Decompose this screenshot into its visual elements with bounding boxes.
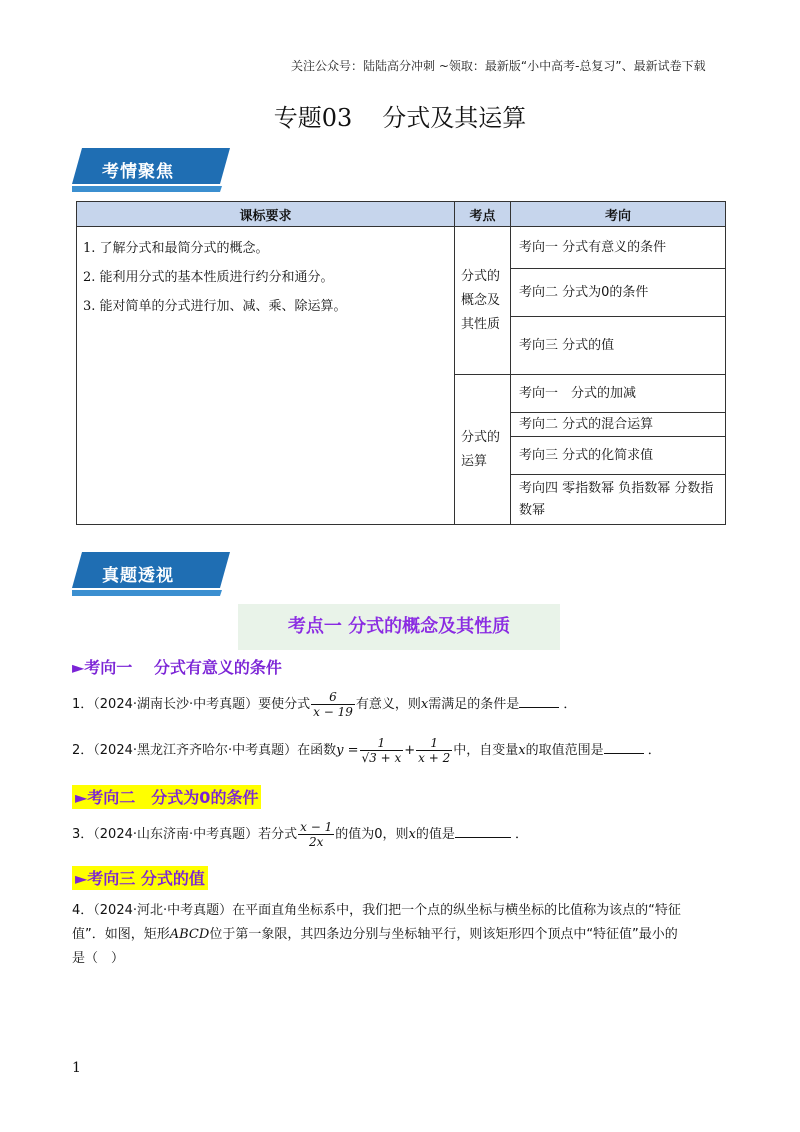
table-header-row [77, 202, 726, 227]
q2-fraction: $\frac{1}{√3 + x}$ [361, 736, 402, 765]
section-title-text: 考点一 分式的概念及其性质 [287, 616, 511, 637]
question-2: 2．（2024·黑龙江齐齐哈尔·中考真题）在函数y = $\frac{1}{√3 + x}$ + $\frac{1}{x + 2}$ 中，自变量x的取值范围是 ． [72, 736, 661, 765]
q2-fraction: $\frac{1}{x + 2}$ [418, 736, 451, 765]
point-label: 分式的概念及其性质 [461, 268, 501, 332]
page-number: 1 [72, 1060, 81, 1076]
header-note: 关注公众号：陆陆高分冲刺 ~领取：最新版“小中高考-总复习”、最新试卷下载 [291, 59, 706, 73]
point-cell [455, 227, 511, 375]
question-1: 1．（2024·湖南长沙·中考真题）要使分式 $\frac{6}{x - 19}$ 有意义，则x需满足的条件是 ． [72, 690, 577, 719]
q1-fraction: $\frac{6}{x - 19}$ [313, 690, 353, 719]
q2-text: 中，自变量 [453, 743, 519, 758]
q4-variable: ABCD [169, 927, 210, 942]
q2-y: y = [336, 743, 359, 758]
q3-text: 的值是 [415, 827, 455, 842]
q4-text: 值”．如图，矩形ABCD位于第一象限，其四条边分别与坐标轴平行，则该矩形四个顶点中“特征值”最小的 [72, 927, 678, 942]
q2-variable: x [518, 743, 526, 758]
direction-heading: ►考向二 分式为0的条件 [72, 785, 261, 809]
banner-text: 真题透视 [102, 566, 174, 586]
direction-cell: 考向三 分式的化简求值 [511, 437, 726, 475]
direction-cell: 考向二 分式的混合运算 [511, 413, 726, 437]
header-points: 考点 [455, 202, 511, 227]
direction-heading: ►考向三 分式的值 [72, 866, 208, 890]
requirement-item: 2. 能利用分式的基本性质进行约分和通分。 [83, 270, 334, 285]
q1-text: 需满足的条件是 [428, 697, 520, 712]
header-directions: 考向 [511, 202, 726, 227]
title-name: 分式及其运算 [382, 104, 527, 132]
direction-cell: 考向四 零指数幂 负指数幂 分数指数幂 [511, 475, 726, 525]
header-requirements: 课标要求 [77, 202, 455, 227]
direction-cell: 考向二 分式为0的条件 [511, 269, 726, 317]
requirements-list [77, 227, 455, 525]
section-title [238, 604, 560, 650]
requirement-item: 1. 了解分式和最简分式的概念。 [83, 241, 269, 256]
answer-blank [455, 823, 511, 838]
title-topic: 专题03 [273, 104, 353, 132]
direction-cell: 考向一 分式的加减 [511, 375, 726, 413]
answer-blank [519, 693, 559, 708]
question-3: 3．（2024·山东济南·中考真题）若分式 $\frac{x - 1}{2x}$ 的值为0，则x的值是 ． [72, 820, 529, 849]
point-cell [455, 375, 511, 525]
q3-variable: x [408, 827, 416, 842]
q3-text: 的值为0，则 [335, 827, 409, 842]
requirements-table [76, 201, 726, 525]
requirement-item: 3. 能对简单的分式进行加、减、乘、除运算。 [83, 299, 347, 314]
question-4 [72, 899, 681, 971]
direction-heading: ►考向一 分式有意义的条件 [72, 658, 282, 677]
banner-text: 考情聚焦 [102, 162, 174, 182]
q1-text: 有意义，则 [355, 697, 421, 712]
page-title [0, 98, 800, 133]
banner-zhenti [72, 552, 230, 592]
banner-kaoqing [72, 148, 230, 188]
q1-text: 1．（2024·湖南长沙·中考真题）要使分式 [72, 697, 311, 712]
q3-text: 3．（2024·山东济南·中考真题）若分式 [72, 827, 298, 842]
q2-text: 2．（2024·黑龙江齐齐哈尔·中考真题）在函数 [72, 743, 337, 758]
direction-cell: 考向三 分式的值 [511, 317, 726, 375]
q1-variable: x [420, 697, 429, 712]
q4-text: 是（ ） [72, 951, 125, 966]
q2-text: 的取值范围是 [525, 743, 604, 758]
point-label: 分式的运算 [461, 429, 501, 469]
answer-blank [604, 739, 644, 754]
direction-cell: 考向一 分式有意义的条件 [511, 227, 726, 269]
q3-fraction: $\frac{x - 1}{2x}$ [300, 820, 333, 849]
q4-text: 4．（2024·河北·中考真题）在平面直角坐标系中，我们把一个点的纵坐标与横坐标的比值称为该点的“特征 [72, 903, 681, 918]
